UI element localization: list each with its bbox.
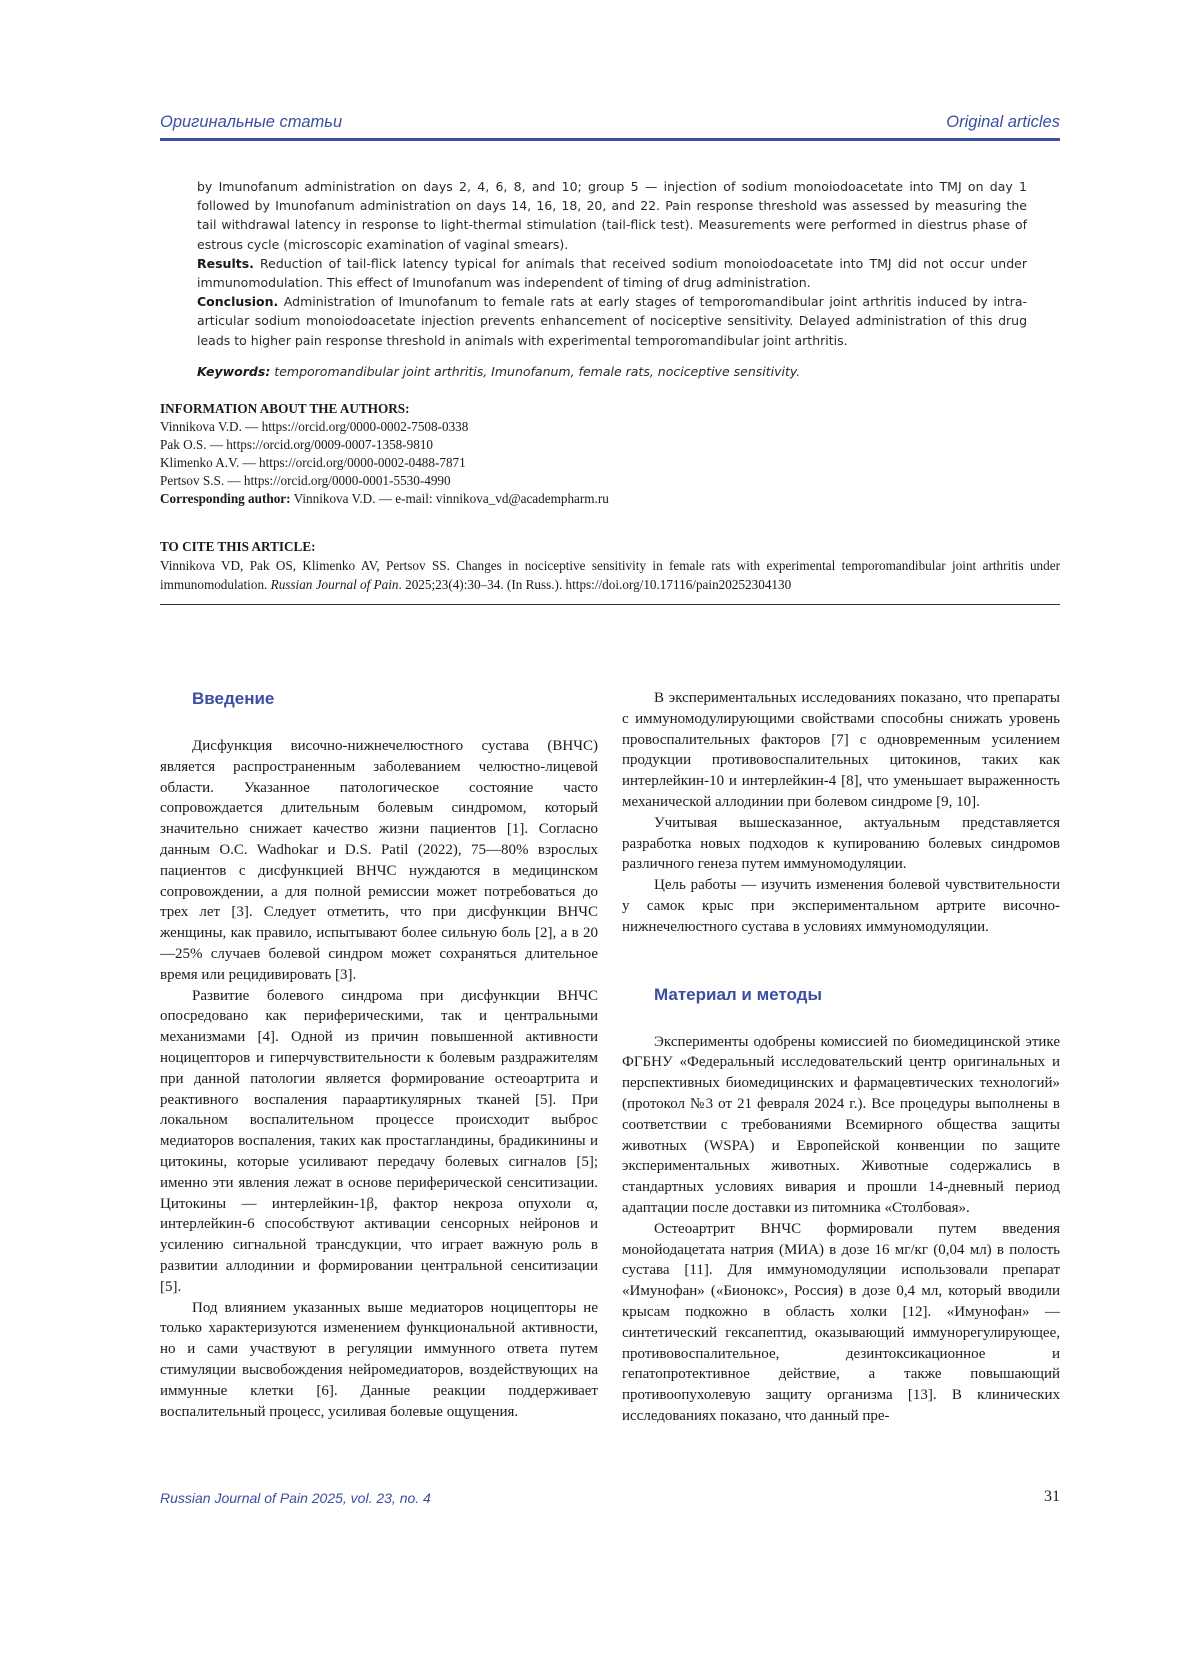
body-paragraph: Под влиянием указанных выше медиаторов ноцицепторы не только характеризуются изменением функциональной активности, но и сами участвуют в регуляции иммунного ответа путем стимуляции высвобождения нейромедиаторов, воздействующих на иммунные клетки [6]. Данные реакции поддерживает воспалительный процесс, усиливая болевые ощущения. xyxy=(160,1299,598,1420)
author-orcid: Klimenko A.V. — https://orcid.org/0000-0002-0488-7871 xyxy=(160,455,466,470)
author-orcid: Vinnikova V.D. — https://orcid.org/0000-0002-7508-0338 xyxy=(160,419,469,434)
author-orcid: Pertsov S.S. — https://orcid.org/0000-0001-5530-4990 xyxy=(160,473,451,488)
corresponding-author-text: Vinnikova V.D. — e-mail: vinnikova_vd@academpharm.ru xyxy=(290,491,609,506)
abstract-results-label: Results. xyxy=(197,255,254,271)
running-header-section-en: Original articles xyxy=(946,113,1060,131)
author-orcid: Pak O.S. — https://orcid.org/0009-0007-1358-9810 xyxy=(160,437,434,452)
body-paragraph: В экспериментальных исследованиях показано, что препараты с иммуномодулирующими свойствами способны снижать уровень провоспалительных факторов [7] с одновременным усилением продукции противовоспалительных цитокинов, таких как интерлейкин-10 и интерлейкин-4 [8], что уменьшает выраженность механической аллодинии при болевом синдроме [9, 10]. xyxy=(622,690,1060,810)
abstract-methods-continued: by Imunofanum administration on days 2, 4, 6, 8, and 10; group 5 — injection of sodium monoiodoacetate into TMJ on day 1 followed by Imunofanum administration on days 14, 16, 18, 20, and 22. Pain response threshold was assessed by measuring the tail withdrawal latency in response to light-thermal stimulation (tail-flick test). Measurements were performed in diestrus phase of estrous cycle (microscopic examination of vaginal smears). xyxy=(197,179,1027,252)
abstract-keywords xyxy=(197,362,1027,381)
corresponding-author-label: Corresponding author: xyxy=(160,491,291,506)
body-paragraph: Дисфункция височно-нижнечелюстного сустава (ВНЧС) является распространенным заболеванием челюстно-лицевой области. Указанное патологическое состояние часто сопровождается длительным болевым синдромом, который значительно снижает качество жизни пациентов [1]. Согласно данным O.C. Wadhokar и D.S. Patil (2022), 75—80% взрослых пациентов с дисфункцией ВНЧС нуждаются в медицинском сопровождении, а для полной ремиссии может потребоваться до трех лет [3]. Следует отметить, что при дисфункции ВНЧС женщины, как правило, испытывают более сильную боль [2], а в 20—25% случаев болевой синдром может сохраняться длительное время или рецидивировать [3]. xyxy=(160,738,598,983)
body-paragraph: Развитие болевого синдрома при дисфункции ВНЧС опосредовано как периферическими, так и центральными механизмами [4]. Одной из причин повышенной активности ноцицепторов и гиперчувствительности к болевым раздражителям при данной патологии является формирование остеоартрита и реактивного воспаления параартикулярных тканей [5]. При локальном воспалительном процессе происходит выброс медиаторов воспаления, таких как простагландины, брадикинины и цитокины, которые усиливают передачу болевых сигналов [5]; именно эти явления лежат в основе периферической сенситизации. Цитокины — интерлейкин-1β, фактор некроза опухоли α, интерлейкин-6 способствуют активации сенсорных нейронов и усилению сигнальной трансдукции, что играет важную роль в развитии аллодинии и формировании центральной сенситизации [5]. xyxy=(160,987,598,1295)
abstract xyxy=(197,177,1027,381)
keywords-text: temporomandibular joint arthritis, Imunofanum, female rats, nociceptive sensitivity. xyxy=(270,363,801,379)
citation-heading: TO CITE THIS ARTICLE: xyxy=(160,539,316,554)
page-number: 31 xyxy=(1044,1488,1060,1505)
citation-text-after: . 2025;23(4):30–34. (In Russ.). https://doi.org/10.17116/pain20252304130 xyxy=(398,577,792,592)
section-divider xyxy=(160,604,1060,605)
body-column-left xyxy=(160,688,598,1422)
citation-block xyxy=(160,537,1060,594)
running-header xyxy=(160,110,1060,141)
authors-info xyxy=(160,400,1060,508)
abstract-conclusion-label: Conclusion. xyxy=(197,294,279,310)
citation-journal: Russian Journal of Pain xyxy=(270,577,399,592)
abstract-conclusion xyxy=(197,292,1027,350)
authors-heading: INFORMATION ABOUT THE AUTHORS: xyxy=(160,401,410,416)
methods-heading: Материал и методы xyxy=(654,984,822,1004)
body-column-right xyxy=(622,688,1060,1427)
abstract-conclusion-text: Administration of Imunofanum to female rats at early stages of temporomandibular joint arthritis induced by intra-articular sodium monoiodoacetate injection prevents enhancement of nociceptive sensitivity. Delayed administration of this drug leads to higher pain response threshold in animals with experimental temporomandibular joint arthritis. xyxy=(197,294,1027,348)
corresponding-author xyxy=(160,490,1060,508)
citation-text xyxy=(160,556,1060,594)
body-paragraph: Цель работы — изучить изменения болевой чувствительности у самок крыс при экспериментальном артрите височно-нижнечелюстного сустава в условиях иммуномодуляции. xyxy=(622,877,1060,935)
body-paragraph: Остеоартрит ВНЧС формировали путем введения монойодацетата натрия (МИА) в дозе 16 мг/кг (0,04 мл) в полость сустава [11]. Для иммуномодуляции использовали препарат «Имунофан» («Бионокс», Россия) в дозе 0,4 мл, который вводили крысам подкожно в область холки [12]. «Имунофан» — синтетический гексапептид, оказывающий иммунорегулирующее, противовоспалительное, дезинтоксикационное и гепатопротективное действие, а также повышающий противоопухолевую защиту организма [13]. В клинических исследованиях показано, что данный пре- xyxy=(622,1220,1060,1424)
abstract-results-text: Reduction of tail-flick latency typical for animals that received sodium monoiodoacetate into TMJ did not occur under immunomodulation. This effect of Imunofanum was independent of timing of drug administration. xyxy=(197,255,1027,291)
citation-text-before: Vinnikova VD, Pak OS, Klimenko AV, Pertsov SS. Changes in nociceptive sensitivity in female rats with experimental temporomandibular joint arthritis under immunomodulation. xyxy=(160,558,1060,592)
body-paragraph: Учитывая вышесказанное, актуальным представляется разработка новых подходов к купированию болевых синдромов различного генеза путем иммуномодуляции. xyxy=(622,814,1060,873)
running-header-section: Оригинальные статьи xyxy=(160,113,343,131)
abstract-results xyxy=(197,254,1027,292)
body-paragraph: Эксперименты одобрены комиссией по биомедицинской этике ФГБНУ «Федеральный исследовательский центр оригинальных и перспективных биомедицинских и фармацевтических технологий» (протокол №3 от 21 февраля 2024 г.). Все процедуры выполнены в соответствии с требованиями Всемирного общества защиты животных (WSPA) и Европейской конвенции по защите экспериментальных животных. Животные содержались в стандартных условиях вивария и прошли 14-дневный период адаптации после доставки из питомника «Столбовая». xyxy=(622,1033,1060,1216)
intro-heading: Введение xyxy=(192,689,275,708)
keywords-label: Keywords: xyxy=(197,363,271,379)
footer-journal: Russian Journal of Pain 2025, vol. 23, no. 4 xyxy=(160,1490,431,1506)
